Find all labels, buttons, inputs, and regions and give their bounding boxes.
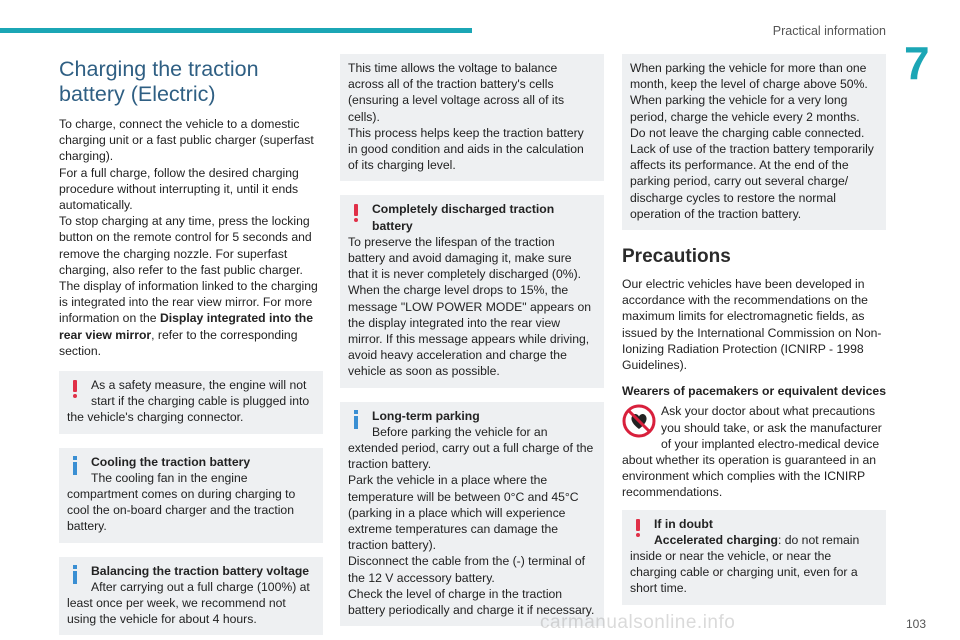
section-reference: Display integrated into the rear view mirror [59, 311, 313, 342]
paragraph: The display of information linked to the charging is integrated into the rear view mirror. For more information on the Display integrated into the rear view mirror, refer to the corresponding section. [59, 279, 318, 358]
paragraph: Our electric vehicles have been developed in accordance with the recommendations on the maximum limits for electromagnetic fields, as issued by the International Commission on Non-Ionizing Radiation Protection (ICNIRP - 1998 Guidelines). [622, 277, 882, 373]
warning-icon [348, 201, 364, 223]
warning-icon [67, 377, 83, 399]
chapter-number: 7 [904, 37, 930, 89]
box-title: Completely discharged traction battery [372, 202, 555, 233]
section-heading: Precautions [622, 246, 731, 268]
section-title: Practical information [772, 24, 886, 38]
info-icon [348, 408, 364, 430]
column-3 [622, 54, 886, 605]
column-2 [340, 54, 604, 626]
warning-box: As a safety measure, the engine will not start if the charging cable is plugged into the vehicle's charging connector. [59, 371, 323, 434]
box-title: Cooling the traction battery [91, 454, 251, 469]
info-box-continued: This time allows the voltage to balance across all of the traction battery's cells (ensuring a level voltage across all of its cells). This process helps keep the traction battery in good condition and aids in the calculation of its charging level. [340, 54, 604, 181]
box-title: Long-term parking [372, 408, 480, 423]
pacemaker-warning-icon [622, 404, 656, 438]
warning-icon [630, 516, 646, 538]
info-icon [67, 563, 83, 585]
pacemaker-paragraph: Ask your doctor about what precautions you should take, or ask the manufacturer of your implanted electro-medical device about whether its operation is guaranteed in an environment which complies with the ICNIRP recommendations. [622, 404, 882, 500]
info-box: Balancing the traction battery voltage After carrying out a full charge (100%) at least once per week, we recommend not using the vehicle for about 4 hours. [59, 557, 323, 636]
box-title: Balancing the traction battery voltage [91, 563, 310, 578]
watermark: carmanualsonline.info [540, 612, 736, 633]
page-number: 103 [905, 617, 926, 631]
paragraph: For a full charge, follow the desired charging procedure without interrupting it, until it ends automatically. [59, 165, 299, 213]
warning-box: If in doubt Accelerated charging: do not remain inside or near the vehicle, or near the charging cable or charging unit, even for a short time. [622, 510, 886, 605]
paragraph: To charge, connect the vehicle to a domestic charging unit or a fast public charger (superfast charging). [59, 117, 314, 164]
warning-box: Completely discharged traction battery To preserve the lifespan of the traction battery and avoid damaging it, make sure that it is never completely discharged (0%). When the charge level drops to 15%, the message "LOW POWER MODE" appears on the display integrated into the rear view mirror. If this message appears while driving, avoid heavy acceleration and charge the vehicle as soon as possible. [340, 195, 604, 387]
box-title: If in doubt [654, 516, 713, 531]
info-box: Long-term parking Before parking the vehicle for an extended period, carry out a full charge of the traction battery. Park the vehicle in a place where the temperature will be between 0°C and 45°C (parking in a place which will experience extreme temperatures can damage the traction battery). Disconnect the cable from the (-) terminal of the 12 V accessory battery. Check the level of charge in the traction battery periodically and charge it if necessary. [340, 402, 604, 627]
header-accent-bar [0, 28, 472, 33]
subsection-heading: Wearers of pacemakers or equivalent devices [622, 384, 886, 399]
info-box-continued: When parking the vehicle for more than one month, keep the level of charge above 50%. When parking the vehicle for a very long period, charge the vehicle every 2 months. Do not leave the charging cable connected. Lack of use of the traction battery temporarily affects its performance. At the end of the parking period, carry out several charge/ discharge cycles to restore the normal operation of the traction battery. [622, 54, 886, 230]
info-box: Cooling the traction battery The cooling fan in the engine compartment comes on during charging to cool the on-board charger and the traction battery. [59, 448, 323, 543]
column-1 [59, 54, 323, 635]
info-icon [67, 454, 83, 476]
page-title: Charging the traction battery (Electric) [59, 57, 259, 106]
paragraph: To stop charging at any time, press the locking button on the remote control for 5 seconds and remove the charging nozzle. For superfast charging, also refer to the fast public charger. [59, 214, 312, 277]
